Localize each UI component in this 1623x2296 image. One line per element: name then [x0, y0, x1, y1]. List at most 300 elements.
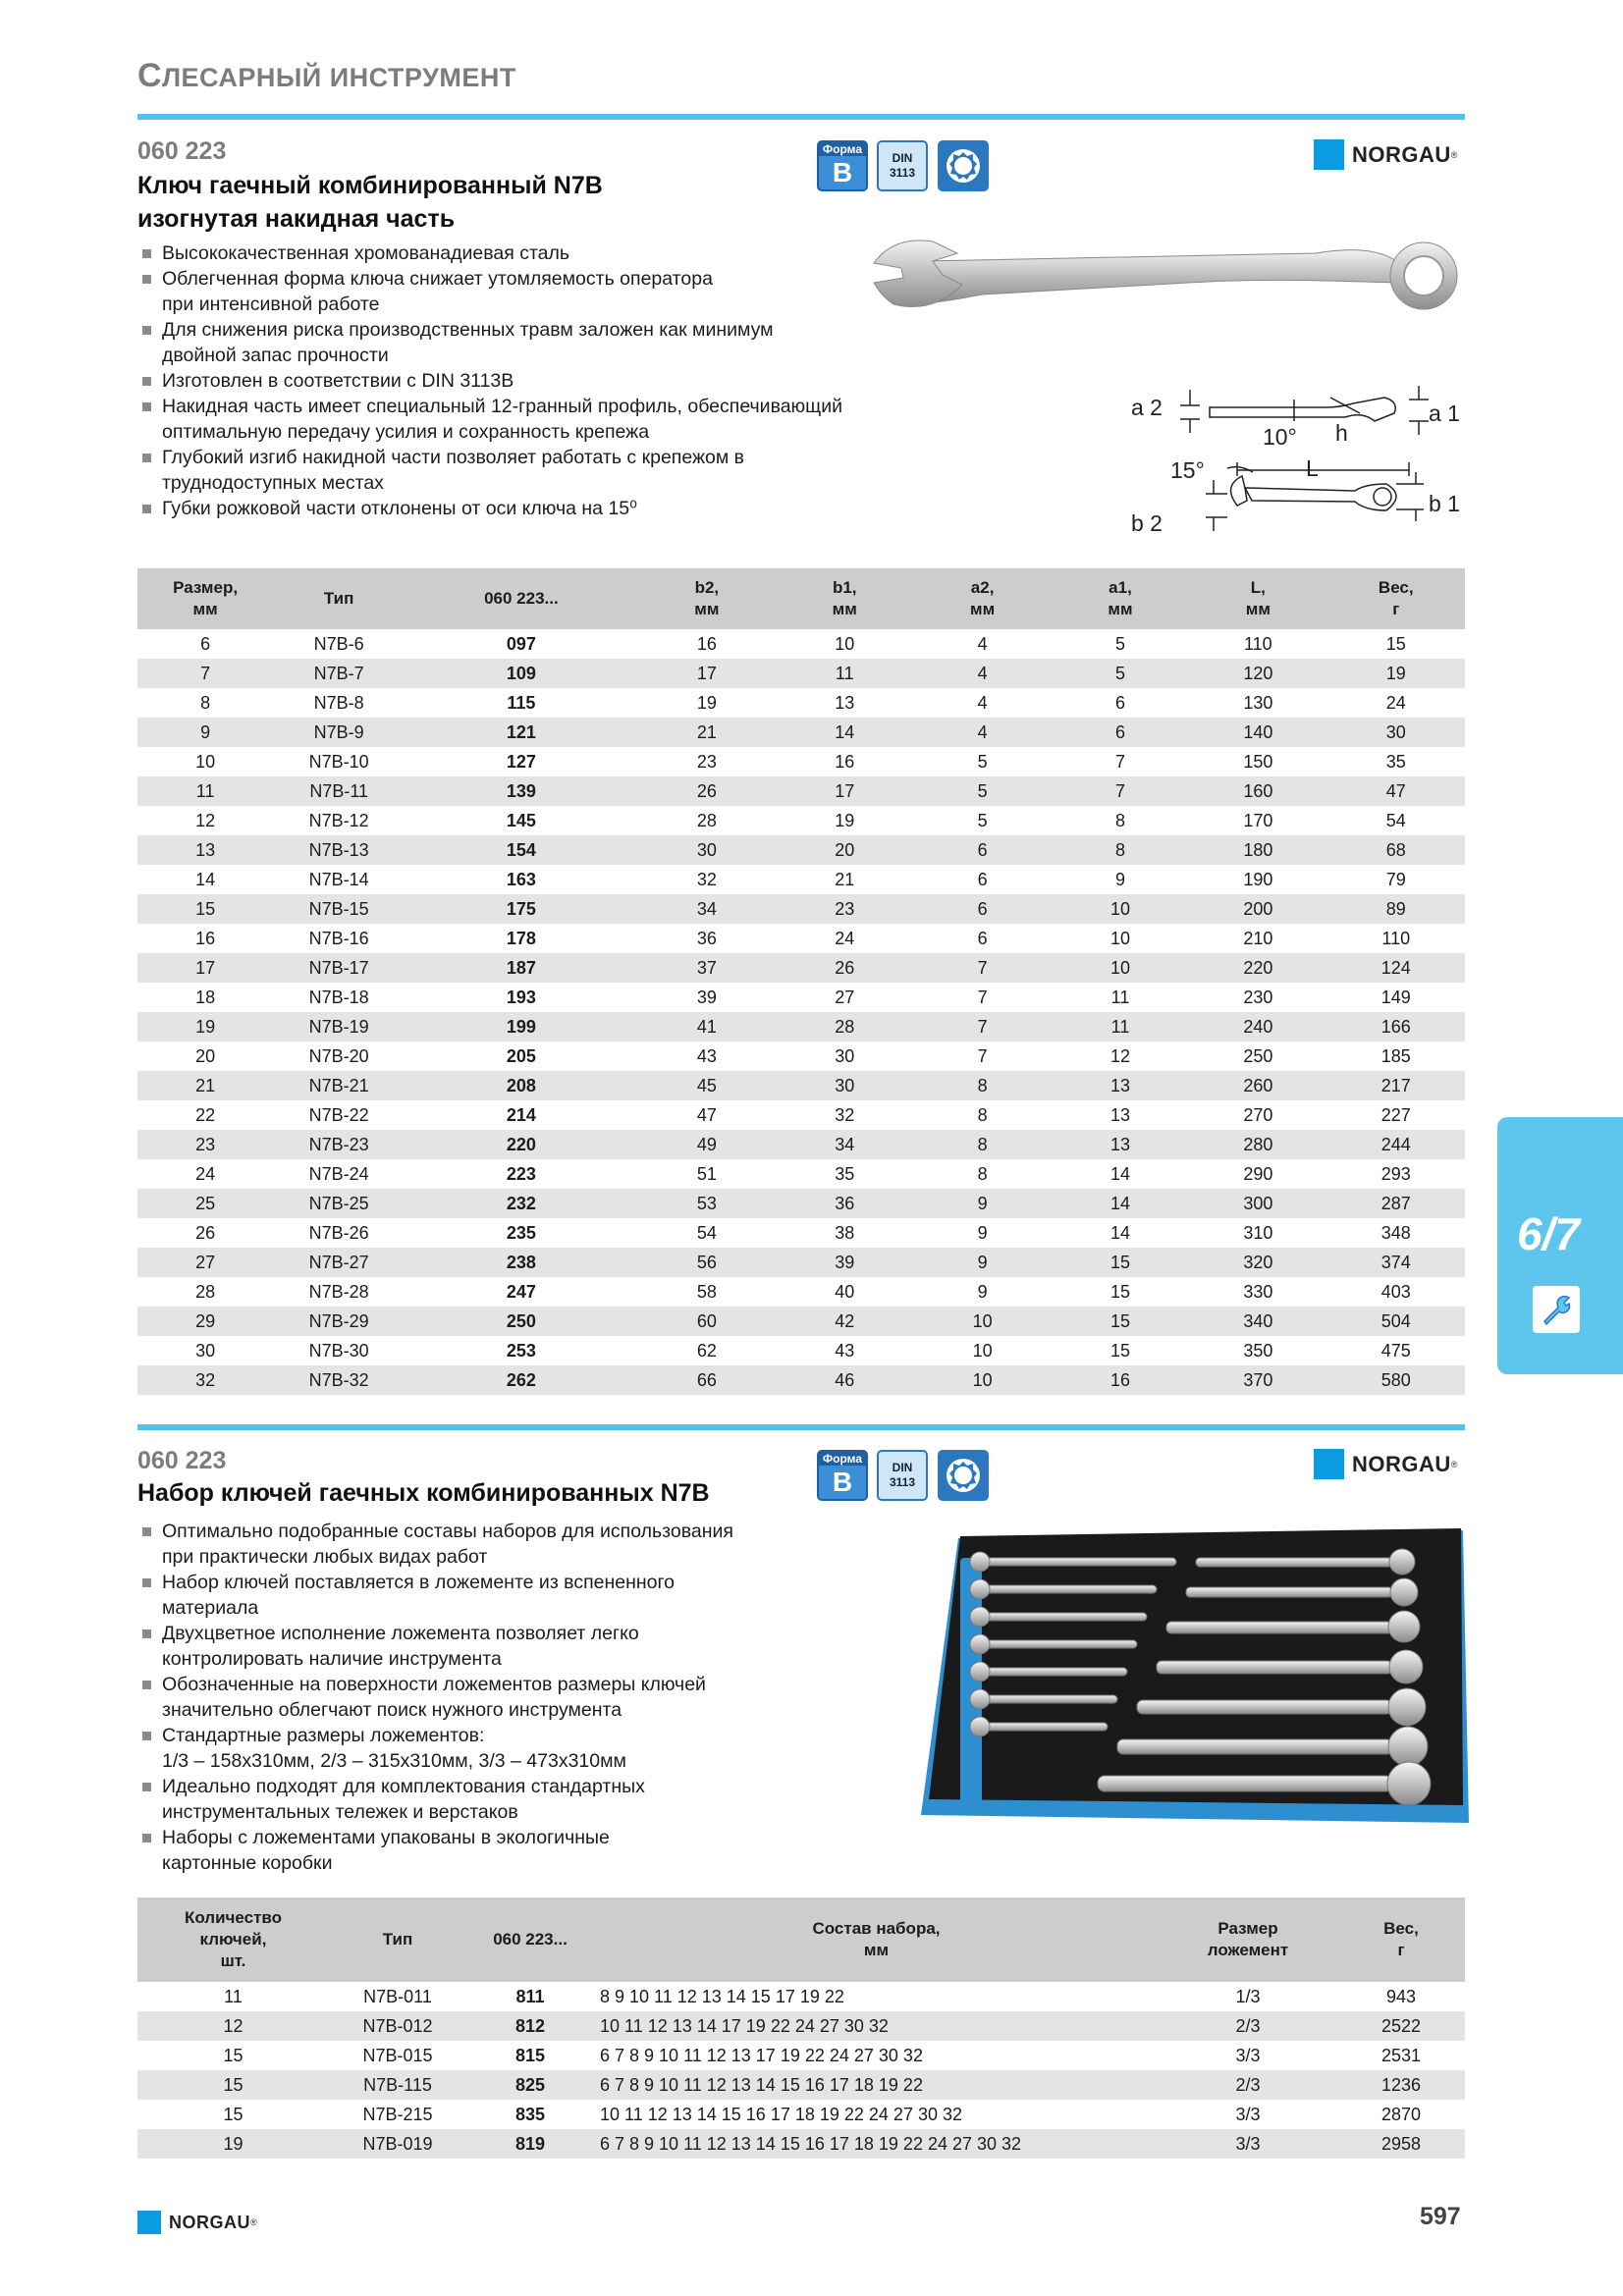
header-rule	[137, 114, 1465, 120]
column-header-text: L,	[1250, 578, 1266, 597]
table-cell: 300	[1189, 1189, 1326, 1218]
table-cell: 62	[696, 1340, 717, 1361]
table-cell: 16	[696, 633, 717, 654]
table-cell: N7B-14	[308, 869, 369, 889]
feature-item	[139, 1621, 905, 1672]
din-label: DIN	[892, 1461, 913, 1474]
section-tab[interactable]	[1497, 1117, 1623, 1374]
feature-item	[139, 1672, 905, 1723]
table-cell: 2522	[1337, 2011, 1465, 2041]
feature-text: материала	[162, 1597, 259, 1619]
table-cell: 30	[776, 1071, 913, 1100]
table-cell: 943	[1385, 1986, 1417, 2006]
table-cell: 4	[913, 659, 1051, 688]
table-cell: 49	[638, 1130, 776, 1159]
table-cell: N7B-16	[308, 928, 369, 948]
table-row	[137, 1218, 1465, 1248]
table-cell: N7B-11	[273, 776, 405, 806]
footer-brand	[137, 2211, 257, 2234]
table-cell: 2531	[1380, 2045, 1422, 2065]
table-cell: 247	[506, 1281, 536, 1302]
table-cell: 14	[776, 718, 913, 747]
table-cell: 17	[638, 659, 776, 688]
table-cell: 15	[1052, 1307, 1189, 1336]
table-cell: 5	[913, 776, 1051, 806]
wrench-photo	[864, 224, 1473, 322]
table-cell: 19	[137, 1012, 273, 1041]
table-cell: 14	[195, 869, 216, 889]
table-row	[137, 2011, 1465, 2041]
table-cell: 9	[977, 1281, 988, 1302]
feature-text: картонные коробки	[162, 1852, 333, 1874]
table-cell: 4	[977, 692, 988, 713]
table-cell: 199	[405, 1012, 638, 1041]
dim-h: h	[1335, 420, 1348, 446]
dim-L: L	[1306, 455, 1319, 481]
table-cell: 37	[638, 953, 776, 983]
table-cell: 21	[137, 1071, 273, 1100]
table-cell: 15	[1109, 1340, 1130, 1361]
feature-text: Наборы с ложементами упакованы в экологичные	[162, 1827, 610, 1848]
section-tab-label: 6/7	[1517, 1208, 1580, 1259]
table-cell: 180	[1189, 835, 1326, 865]
column-header-text: Количество	[184, 1908, 283, 1927]
feature-text: значительно облегчают поиск нужного инструмента	[162, 1699, 622, 1721]
table-cell: 24	[835, 928, 855, 948]
table-cell: N7B-32	[273, 1365, 405, 1395]
table-cell: 10 11 12 13 14 15 16 17 18 19 22 24 27 30 32	[600, 2104, 962, 2124]
table-cell: 149	[1380, 987, 1411, 1007]
table-cell: 6	[913, 894, 1051, 924]
column-header	[137, 1897, 329, 1982]
table-cell: 28	[195, 1281, 216, 1302]
table-cell: 330	[1243, 1281, 1273, 1302]
table-cell: 7	[977, 987, 988, 1007]
table-cell: 825	[466, 2070, 594, 2100]
table-cell: N7B-21	[273, 1071, 405, 1100]
table-cell: 260	[1189, 1071, 1326, 1100]
table-cell: 187	[405, 953, 638, 983]
table-cell: N7B-23	[273, 1130, 405, 1159]
table-cell: 230	[1243, 987, 1273, 1007]
feature-text: инструментальных тележек и верстаков	[162, 1801, 518, 1823]
table-cell: 26	[776, 953, 913, 983]
table-cell: N7B-011	[363, 1986, 432, 2006]
table-cell: 6 7 8 9 10 11 12 13 14 15 16 17 18 19 22 24 27 30 32	[594, 2129, 1159, 2159]
table-row	[137, 2100, 1465, 2129]
table-cell: 25	[137, 1189, 273, 1218]
table-cell: 54	[1385, 810, 1406, 830]
forma-value: B	[832, 1467, 853, 1497]
table-cell: 6	[1114, 692, 1125, 713]
table-cell: 32	[137, 1365, 273, 1395]
table-cell: 166	[1327, 1012, 1465, 1041]
table-cell: N7B-30	[308, 1340, 369, 1361]
feature-text: двойной запас прочности	[162, 345, 389, 366]
table-cell: 4	[977, 633, 988, 654]
tray-photo	[921, 1528, 1471, 1846]
table-row	[137, 1130, 1465, 1159]
table-cell: 15	[223, 2104, 243, 2124]
table-cell: N7B-25	[273, 1189, 405, 1218]
table-cell: 2/3	[1159, 2011, 1337, 2041]
column-header	[1159, 1897, 1337, 1982]
table-cell: N7B-8	[313, 692, 364, 713]
table-cell: 30	[195, 1340, 216, 1361]
spec-table	[137, 568, 1465, 1395]
table-cell: 310	[1243, 1222, 1273, 1243]
twelve-point-profile-icon	[938, 140, 989, 191]
table-row	[137, 1041, 1465, 1071]
dimension-diagram	[1129, 378, 1468, 550]
table-row	[137, 2041, 1465, 2070]
table-cell: 205	[506, 1045, 536, 1066]
brand-name: NORGAU	[1352, 141, 1451, 167]
table-cell: 21	[638, 718, 776, 747]
column-header	[329, 1897, 466, 1982]
table-cell: 193	[506, 987, 536, 1007]
table-cell: 110	[1381, 928, 1411, 948]
table-cell: 66	[638, 1365, 776, 1395]
table-cell: 9	[913, 1248, 1051, 1277]
table-row	[137, 1336, 1465, 1365]
table-cell: 28	[776, 1012, 913, 1041]
feature-text: Губки рожковой части отклонены от оси ключа на 15⁰	[162, 498, 637, 519]
column-header	[776, 568, 913, 629]
table-cell: 280	[1189, 1130, 1326, 1159]
table-cell: N7B-012	[329, 2011, 466, 2041]
table-cell: N7B-019	[329, 2129, 466, 2159]
column-header	[1189, 568, 1326, 629]
table-cell: 54	[696, 1222, 717, 1243]
table-row	[137, 688, 1465, 718]
table-cell: 185	[1380, 1045, 1411, 1066]
table-cell: 19	[835, 810, 855, 830]
feature-text: Глубокий изгиб накидной части позволяет работать с крепежом в	[162, 447, 745, 468]
din-label: DIN	[892, 151, 913, 165]
dim-a2: a 2	[1131, 395, 1163, 420]
column-header-text: Тип	[382, 1930, 413, 1949]
feature-item	[139, 368, 925, 394]
table-cell: 811	[515, 1986, 545, 2006]
brand-name: NORGAU	[1352, 1451, 1451, 1476]
table-cell: 340	[1189, 1307, 1326, 1336]
column-header-text: Размер,	[173, 578, 239, 597]
table-cell: 13	[835, 692, 855, 713]
table-cell: 2/3	[1159, 2070, 1337, 2100]
section-rule	[137, 1424, 1465, 1430]
table-cell: 45	[638, 1071, 776, 1100]
column-header-text: 060 223...	[493, 1930, 568, 1949]
column-header-text: Вес,	[1378, 578, 1414, 597]
table-cell: 19	[1327, 659, 1465, 688]
table-cell: 11	[137, 776, 273, 806]
table-cell: 127	[506, 751, 536, 772]
table-cell: 10	[195, 751, 216, 772]
table-cell: 58	[696, 1281, 717, 1302]
din-number: 3113	[889, 166, 916, 180]
table-cell: N7B-20	[308, 1045, 369, 1066]
table-cell: 34	[776, 1130, 913, 1159]
table-cell: 6 7 8 9 10 11 12 13 14 15 16 17 18 19 22	[594, 2070, 1159, 2100]
table-cell: N7B-27	[273, 1248, 405, 1277]
set-table	[137, 1897, 1465, 2159]
feature-item	[139, 496, 925, 521]
feature-text: контролировать наличие инструмента	[162, 1648, 502, 1670]
table-row	[137, 718, 1465, 747]
table-cell: 5	[977, 810, 988, 830]
table-row	[137, 924, 1465, 953]
table-cell: 10	[1052, 894, 1189, 924]
table-cell: 12	[137, 2011, 329, 2041]
table-row	[137, 983, 1465, 1012]
table-cell: 36	[696, 928, 717, 948]
table-row	[137, 1307, 1465, 1336]
table-cell: 120	[1189, 659, 1326, 688]
column-header-text: a1,	[1109, 578, 1132, 597]
forma-badge	[817, 140, 868, 191]
table-cell: 23	[696, 751, 717, 772]
table-cell: 26	[195, 1222, 216, 1243]
table-cell: 79	[1385, 869, 1406, 889]
table-cell: N7B-24	[308, 1163, 369, 1184]
table-cell: 35	[835, 1163, 855, 1184]
table-cell: 15	[1109, 1281, 1130, 1302]
table-row	[137, 1012, 1465, 1041]
table-cell: 7	[1114, 751, 1125, 772]
feature-text: Изготовлен в соответствии с DIN 3113B	[162, 370, 514, 392]
column-header	[466, 1897, 594, 1982]
table-cell: 6	[977, 928, 988, 948]
brand-square-icon	[1314, 139, 1344, 170]
table-cell: 29	[137, 1307, 273, 1336]
table-cell: 10	[1109, 928, 1130, 948]
column-header-text: шт.	[220, 1951, 246, 1970]
table-cell: 14	[1052, 1189, 1189, 1218]
feature-text: Обозначенные на поверхности ложементов размеры ключей	[162, 1674, 706, 1695]
table-cell: 89	[1327, 894, 1465, 924]
column-header-text: мм	[192, 600, 218, 618]
table-cell: 16	[835, 751, 855, 772]
forma-value: B	[832, 157, 853, 187]
table-cell: 47	[1327, 776, 1465, 806]
table-cell: 175	[405, 894, 638, 924]
table-cell: 11	[224, 1986, 243, 2006]
table-row	[137, 659, 1465, 688]
column-header-text: мм	[1108, 600, 1133, 618]
product-code: 060 223	[137, 137, 227, 165]
table-cell: 15	[223, 2045, 243, 2065]
brand-reg: ®	[1450, 149, 1458, 160]
table-cell: 24	[1385, 692, 1406, 713]
table-cell: 16	[1052, 1365, 1189, 1395]
product-title	[137, 169, 603, 236]
table-cell: N7B-015	[362, 2045, 433, 2065]
table-cell: 350	[1243, 1340, 1273, 1361]
table-cell: 124	[1327, 953, 1465, 983]
table-cell: 812	[466, 2011, 594, 2041]
table-cell: N7B-19	[273, 1012, 405, 1041]
feature-list	[139, 1519, 905, 1876]
table-cell: N7B-22	[308, 1104, 369, 1125]
table-cell: 7	[913, 953, 1051, 983]
table-cell: 130	[1243, 692, 1273, 713]
page-title: СЛЕСАРНЫЙ ИНСТРУМЕНТ	[137, 57, 516, 94]
column-header-text: мм	[694, 600, 720, 618]
table-cell: 24	[195, 1163, 216, 1184]
table-cell: 7	[1052, 776, 1189, 806]
table-cell: 220	[1189, 953, 1326, 983]
table-cell: 14	[1109, 1163, 1130, 1184]
table-cell: 10	[913, 1307, 1051, 1336]
table-cell: 46	[776, 1365, 913, 1395]
table-cell: 32	[696, 869, 717, 889]
column-header-text: 060 223...	[484, 589, 559, 608]
column-header-text: мм	[970, 600, 996, 618]
table-cell: 1/3	[1235, 1986, 1261, 2006]
feature-text: Оптимально подобранные составы наборов для использования	[162, 1521, 733, 1542]
table-cell: 6	[977, 869, 988, 889]
table-row	[137, 953, 1465, 983]
table-cell: 7	[137, 659, 273, 688]
table-cell: N7B-10	[308, 751, 369, 772]
dim-a1: a 1	[1429, 400, 1460, 426]
table-cell: 43	[835, 1340, 855, 1361]
column-header-text: мм	[832, 600, 857, 618]
table-cell: 3/3	[1235, 2045, 1261, 2065]
table-cell: 17	[776, 776, 913, 806]
table-cell: 30	[1327, 718, 1465, 747]
table-cell: 293	[1380, 1163, 1411, 1184]
table-row	[137, 747, 1465, 776]
column-header-text: b1,	[832, 578, 857, 597]
feature-text: Двухцветное исполнение ложемента позволяет легко	[162, 1623, 639, 1644]
table-cell: N7B-9	[273, 718, 405, 747]
table-cell: 6	[1052, 718, 1189, 747]
table-cell: 13	[1109, 1104, 1130, 1125]
brand-reg: ®	[250, 2217, 257, 2227]
feature-text: Стандартные размеры ложементов:	[162, 1725, 485, 1746]
table-cell: 15	[1052, 1248, 1189, 1277]
brand-name: NORGAU	[169, 2212, 250, 2232]
table-cell: 190	[1243, 869, 1273, 889]
table-row	[137, 894, 1465, 924]
table-cell: 2958	[1337, 2129, 1465, 2159]
table-cell: N7B-15	[273, 894, 405, 924]
table-cell: 39	[696, 987, 717, 1007]
table-cell: 238	[405, 1248, 638, 1277]
table-cell: 815	[514, 2045, 546, 2065]
table-row	[137, 2129, 1465, 2159]
dim-angle-10: 10°	[1263, 424, 1297, 450]
table-cell: 22	[195, 1104, 216, 1125]
table-cell: 10	[972, 1340, 993, 1361]
dim-angle-15: 15°	[1170, 457, 1205, 483]
table-cell: 210	[1243, 928, 1273, 948]
table-cell: 504	[1327, 1307, 1465, 1336]
feature-item	[139, 317, 925, 368]
table-cell: 15	[137, 894, 273, 924]
table-cell: 6	[200, 633, 211, 654]
table-cell: 8	[1052, 835, 1189, 865]
table-cell: 223	[506, 1163, 536, 1184]
table-cell: 7	[913, 1012, 1051, 1041]
table-cell: 475	[1380, 1340, 1411, 1361]
table-cell: 253	[506, 1340, 536, 1361]
column-header-text: a2,	[970, 578, 995, 597]
feature-item	[139, 1825, 905, 1876]
table-cell: N7B-7	[273, 659, 405, 688]
table-cell: 28	[696, 810, 717, 830]
table-cell: 36	[776, 1189, 913, 1218]
feature-text: труднодоступных местах	[162, 472, 384, 494]
table-row	[137, 629, 1465, 659]
table-cell: 10	[1052, 953, 1189, 983]
table-cell: 348	[1380, 1222, 1411, 1243]
feature-item	[139, 445, 925, 496]
table-cell: 9	[137, 718, 273, 747]
dim-b2: b 2	[1131, 510, 1163, 536]
table-cell: 42	[776, 1307, 913, 1336]
table-row	[137, 1100, 1465, 1130]
feature-text: Для снижения риска производственных травм заложен как минимум	[162, 319, 774, 341]
table-cell: 27	[137, 1248, 273, 1277]
table-cell: N7B-6	[313, 633, 364, 654]
table-cell: 835	[514, 2104, 546, 2124]
table-cell: 9	[977, 1222, 988, 1243]
table-cell: 18	[195, 987, 216, 1007]
feature-item	[139, 240, 925, 266]
table-cell: 5	[1114, 633, 1125, 654]
table-row	[137, 806, 1465, 835]
table-cell: 12	[195, 810, 216, 830]
column-header	[137, 568, 273, 629]
table-cell: 8	[913, 1071, 1051, 1100]
feature-item	[139, 266, 925, 317]
dim-b1: b 1	[1429, 491, 1460, 516]
table-cell: 270	[1243, 1104, 1273, 1125]
table-cell: 11	[1110, 987, 1130, 1007]
table-cell: 43	[696, 1045, 717, 1066]
column-header	[1052, 568, 1189, 629]
table-cell: 250	[405, 1307, 638, 1336]
table-cell: 9	[913, 1189, 1051, 1218]
table-cell: 819	[466, 2129, 594, 2159]
table-cell: 6 7 8 9 10 11 12 13 17 19 22 24 27 30 32	[600, 2045, 923, 2065]
column-header-text: ложемент	[1207, 1941, 1289, 1959]
table-cell: N7B-12	[308, 810, 369, 830]
forma-label: Форма	[819, 1452, 866, 1466]
table-cell: 38	[835, 1222, 855, 1243]
table-cell: N7B-28	[308, 1281, 369, 1302]
table-cell: 30	[638, 835, 776, 865]
column-header-text: ключей,	[199, 1930, 267, 1949]
table-cell: 13	[137, 835, 273, 865]
feature-text: Идеально подходят для комплектования стандартных	[162, 1776, 645, 1797]
table-cell: 220	[405, 1130, 638, 1159]
feature-text: 1/3 – 158x310мм, 2/3 – 315x310мм, 3/3 – 473x310мм	[162, 1750, 626, 1772]
table-cell: 240	[1189, 1012, 1326, 1041]
table-cell: 19	[137, 2129, 329, 2159]
feature-text: при интенсивной работе	[162, 294, 380, 315]
table-cell: 1236	[1337, 2070, 1465, 2100]
table-cell: 145	[506, 810, 536, 830]
table-cell: 19	[696, 692, 717, 713]
table-cell: 60	[638, 1307, 776, 1336]
table-row	[137, 2070, 1465, 2100]
column-header-text: Вес,	[1383, 1919, 1419, 1938]
table-cell: 15	[137, 2070, 329, 2100]
